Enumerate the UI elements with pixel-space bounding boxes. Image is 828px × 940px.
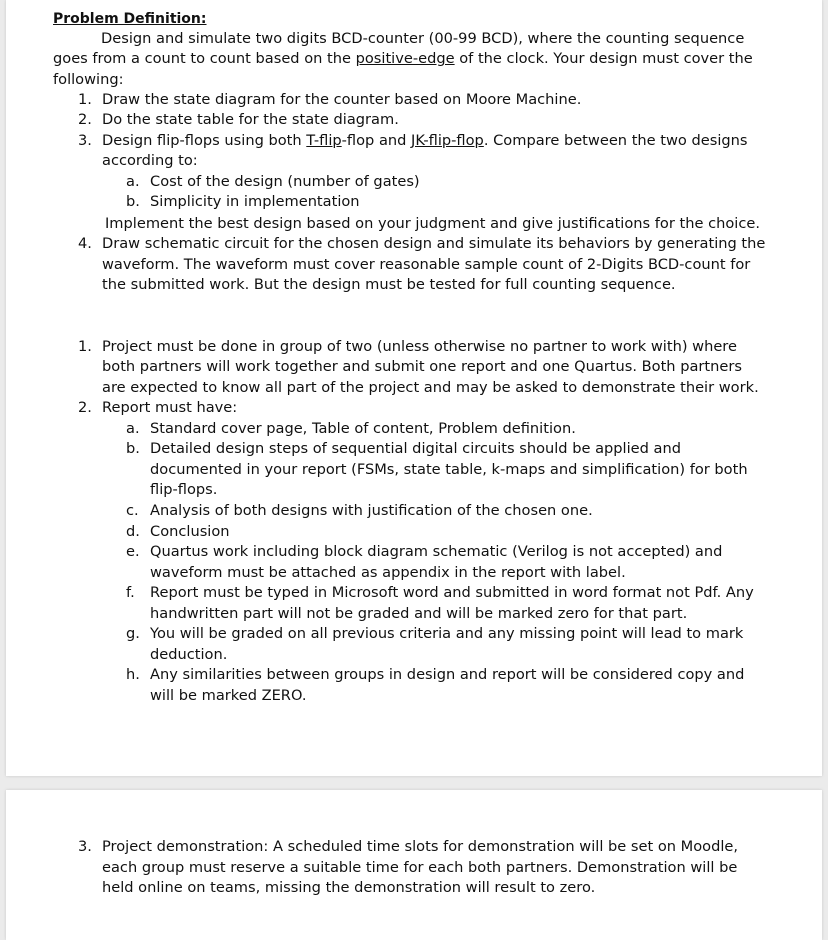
jk-flip-flop-term: JK-flip-flop (411, 132, 484, 149)
positive-edge-term: positive-edge (355, 50, 455, 67)
list-number: 3. (78, 132, 92, 149)
list-letter: h. (126, 666, 140, 683)
sub-item-text: You will be graded on all previous criteria and any missing point will lead to mark (150, 625, 744, 642)
list-letter: d. (126, 523, 140, 540)
list-item-2 (78, 111, 399, 129)
list-number: 3. (78, 838, 92, 855)
list-item-text: Do the state table for the state diagram. (102, 111, 399, 128)
item-3-line-2: according to: (102, 152, 198, 169)
item-4-line-3: the submitted work. But the design must be tested for full counting sequence. (102, 276, 676, 293)
rule-2-h-line-2: will be marked ZERO. (150, 687, 307, 704)
sub-item-text: Simplicity in implementation (150, 193, 360, 210)
list-letter: a. (126, 173, 140, 190)
intro-line-2-suffix: of the clock. Your design must cover the (454, 50, 753, 67)
item-3-prefix: Design flip-flops using both (102, 132, 307, 149)
rule-3-line-2: each group must reserve a suitable time for each both partners. Demonstration will be (102, 859, 738, 876)
list-letter: a. (126, 420, 140, 437)
problem-heading: Problem Definition: (53, 11, 207, 27)
list-number: 1. (78, 91, 92, 108)
list-letter: g. (126, 625, 140, 642)
rule-1-line-3: are expected to know all part of the project and may be asked to demonstrate their work. (102, 379, 759, 396)
sub-item-text: Cost of the design (number of gates) (150, 173, 420, 190)
document-page-1 (6, 0, 822, 776)
list-number: 2. (78, 399, 92, 416)
rule-3 (78, 838, 738, 856)
list-letter: c. (126, 502, 139, 519)
document-page-2 (6, 790, 822, 940)
list-number: 2. (78, 111, 92, 128)
rule-2 (78, 399, 237, 417)
rule-2-b-line-3: flip-flops. (150, 481, 218, 498)
rule-2-e-line-2: waveform must be attached as appendix in the report with label. (150, 564, 626, 581)
sub-item-b (126, 193, 360, 211)
intro-line-1: Design and simulate two digits BCD-counter (00-99 BCD), where the counting sequence (101, 30, 745, 47)
sub-item-a (126, 173, 420, 191)
rule-2-f (126, 584, 754, 602)
rule-text: Report must have: (102, 399, 238, 416)
rule-2-d (126, 523, 230, 541)
list-number: 4. (78, 235, 92, 252)
list-letter: b. (126, 440, 140, 457)
list-letter: b. (126, 193, 140, 210)
rule-1 (78, 338, 737, 356)
item-3-mid: -flop and (341, 132, 412, 149)
list-number: 1. (78, 338, 92, 355)
list-item-text: Draw schematic circuit for the chosen design and simulate its behaviors by generating the (102, 235, 766, 252)
list-item-1 (78, 91, 581, 109)
sub-item-text: Analysis of both designs with justification of the chosen one. (150, 502, 593, 519)
sub-item-text: Standard cover page, Table of content, Problem definition. (150, 420, 576, 437)
rule-1-line-2: both partners will work together and submit one report and one Quartus. Both partners (102, 358, 742, 375)
rule-2-b-line-2: documented in your report (FSMs, state table, k-maps and simplification) for both (150, 461, 748, 478)
list-item-text: Draw the state diagram for the counter based on Moore Machine. (102, 91, 582, 108)
rule-2-a (126, 420, 576, 438)
sub-item-text: Report must be typed in Microsoft word and submitted in word format not Pdf. Any (150, 584, 754, 601)
rule-2-b (126, 440, 681, 458)
list-item-3 (78, 132, 748, 150)
sub-item-text: Conclusion (150, 523, 230, 540)
intro-line-2-prefix: goes from a count to count based on the (53, 50, 356, 67)
intro-line-2 (53, 50, 753, 68)
rule-2-c (126, 502, 593, 520)
rule-2-g-line-2: deduction. (150, 646, 228, 663)
rule-2-e (126, 543, 722, 561)
list-letter: e. (126, 543, 140, 560)
intro-line-3: following: (53, 71, 124, 88)
implement-note: Implement the best design based on your judgment and give justifications for the choice. (105, 215, 760, 232)
list-letter: f. (126, 584, 135, 601)
rule-2-f-line-2: handwritten part will not be graded and will be marked zero for that part. (150, 605, 688, 622)
t-flip-term: T-flip (306, 132, 342, 149)
item-3-suffix: . Compare between the two designs (483, 132, 748, 149)
sub-item-text: Quartus work including block diagram schematic (Verilog is not accepted) and (150, 543, 723, 560)
sub-item-text: Any similarities between groups in design and report will be considered copy and (150, 666, 745, 683)
sub-item-text: Detailed design steps of sequential digital circuits should be applied and (150, 440, 682, 457)
rule-3-line-3: held online on teams, missing the demonstration will result to zero. (102, 879, 596, 896)
rule-2-g (126, 625, 743, 643)
rule-text: Project must be done in group of two (unless otherwise no partner to work with) where (102, 338, 737, 355)
rule-2-h (126, 666, 744, 684)
item-4-line-2: waveform. The waveform must cover reasonable sample count of 2-Digits BCD-count for (102, 256, 751, 273)
rule-text: Project demonstration: A scheduled time slots for demonstration will be set on Moodle, (102, 838, 739, 855)
list-item-4 (78, 235, 765, 253)
